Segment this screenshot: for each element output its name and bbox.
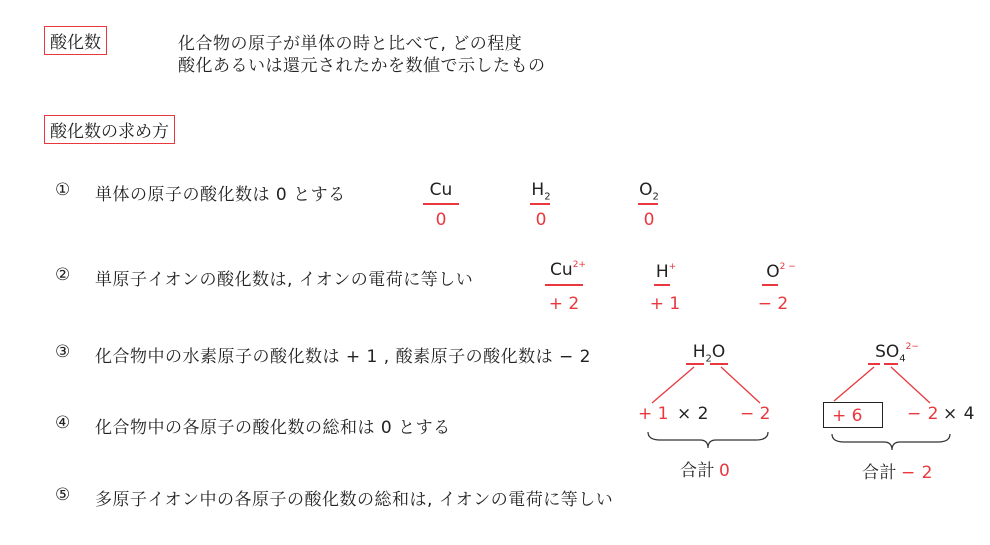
rule-3-text: 化合物中の水素原子の酸化数は + 1 , 酸素原子の酸化数は − 2 xyxy=(95,347,591,367)
water-o-ox: − 2 xyxy=(740,404,771,424)
sulfate-o-group: − 2 × 4 xyxy=(907,404,975,424)
sulfate-formula: $SO_4^{2-}$ xyxy=(875,342,919,365)
water-formula: $H_2O$ xyxy=(692,342,726,365)
rule-5-text: 多原子イオン中の各原子の酸化数の総和は, イオンの電荷に等しい xyxy=(95,490,614,510)
element-h2: $H_2$ xyxy=(531,180,551,203)
rule-5-number: ⑤ xyxy=(55,485,71,505)
rule-1-number: ① xyxy=(55,180,71,200)
rule-4-number: ④ xyxy=(55,413,71,433)
rule-4-text: 化合物中の各原子の酸化数の総和は 0 とする xyxy=(95,418,451,438)
water-o-branch xyxy=(721,367,760,403)
sulfate-brace xyxy=(832,434,950,450)
ion-o2minus-ox: − 2 xyxy=(757,294,789,314)
water-times: × 2 xyxy=(677,404,709,424)
element-h2-ox: 0 xyxy=(535,210,547,230)
rule-2-number: ② xyxy=(55,265,71,285)
heading-oxidation-number: 酸化数 xyxy=(44,26,107,55)
sulfate-total: 合計 − 2 xyxy=(862,463,933,483)
rule-1-text: 単体の原子の酸化数は 0 とする xyxy=(95,185,346,205)
sulfate-s-ox-box: + 6 xyxy=(823,402,883,428)
water-h-ox: + 1 xyxy=(638,404,669,424)
element-o2-ox: 0 xyxy=(643,210,655,230)
element-o2: $O_2$ xyxy=(639,180,659,203)
element-cu: Cu xyxy=(429,180,453,200)
element-cu-ox: 0 xyxy=(435,210,447,230)
water-h-branch xyxy=(652,367,694,403)
rule-2-text: 単原子イオンの酸化数は, イオンの電荷に等しい xyxy=(95,270,474,290)
rule-3-number: ③ xyxy=(55,342,71,362)
ion-o2minus: $O^{2 -}$ xyxy=(766,262,796,282)
sulfate-o-branch xyxy=(891,367,930,403)
definition-line-2: 酸化あるいは還元されたかを数値で示したもの xyxy=(178,56,546,76)
definition-line-1: 化合物の原子が単体の時と比べて, どの程度 xyxy=(178,34,523,54)
ion-hplus: H+ xyxy=(655,262,677,282)
ion-cu2plus: $Cu^{2+}$ xyxy=(550,260,586,280)
sulfate-s-branch xyxy=(834,367,874,401)
water-brace xyxy=(648,432,768,448)
ion-hplus-ox: + 1 xyxy=(649,294,681,314)
water-total: 合計 0 xyxy=(680,461,731,481)
heading-method: 酸化数の求め方 xyxy=(44,115,175,144)
ion-cu2plus-ox: + 2 xyxy=(548,294,580,314)
